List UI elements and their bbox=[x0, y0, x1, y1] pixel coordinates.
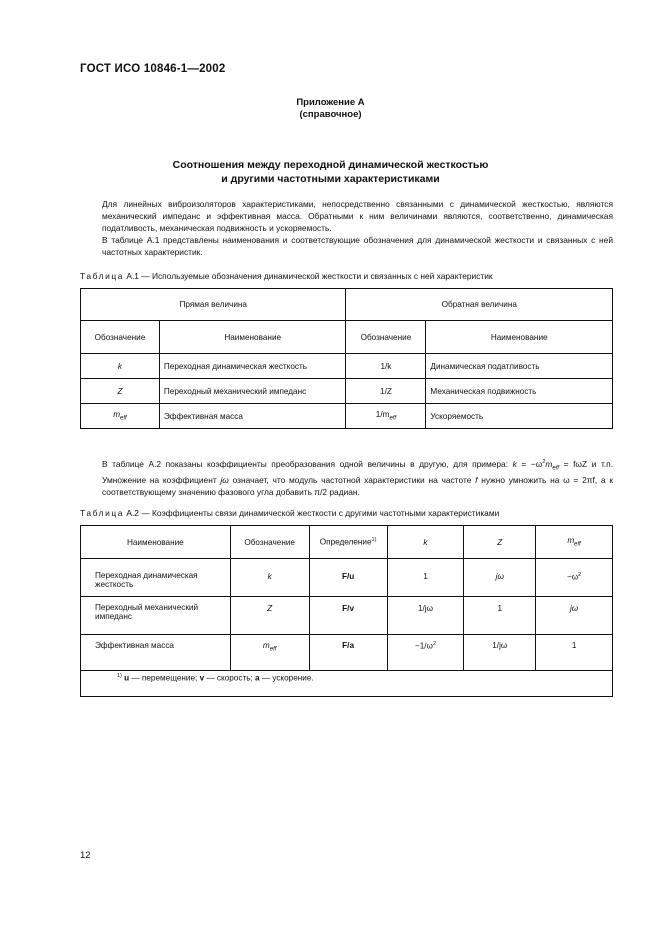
cell-symbol-m: m bbox=[262, 641, 270, 650]
table1-cell-inverse-symbol: 1/Z bbox=[346, 379, 426, 404]
paragraph-3-mid: и т.п. Умножение на коэффициент bbox=[102, 458, 614, 486]
table2-caption bbox=[80, 508, 613, 518]
table2-cell-name: Эффективная масса bbox=[81, 635, 231, 671]
formula-m: m bbox=[545, 458, 553, 469]
table2-header-name: Наименование bbox=[81, 526, 231, 559]
symbol-inverse-m: 1/m bbox=[375, 410, 390, 420]
footnote-a-text: — ускорение. bbox=[261, 673, 314, 683]
symbol-m: m bbox=[113, 410, 121, 420]
paragraph-1 bbox=[80, 198, 613, 258]
table2-cell-z: jω bbox=[464, 559, 536, 597]
table2-caption-text: А.2 — Коэффициенты связи динамической жесткости с другими частотными характеристиками bbox=[126, 508, 500, 518]
table1-cell-name: Эффективная масса bbox=[159, 404, 346, 429]
table1-cell-inverse-name: Ускоряемость bbox=[426, 404, 613, 429]
definition-label: Определение bbox=[319, 537, 372, 547]
table1-header-inverse-symbol: Обозначение bbox=[346, 321, 426, 354]
table1-cell-inverse-name: Механическая подвижность bbox=[426, 379, 613, 404]
header-m-sub: eff bbox=[574, 541, 581, 548]
table-row bbox=[81, 597, 613, 635]
table1-caption-label: Таблица bbox=[80, 271, 125, 281]
table2-cell-m: 1 bbox=[536, 635, 613, 671]
table2-cell-name: Переходная динамическая жесткость bbox=[81, 559, 231, 597]
footnote-v: v bbox=[199, 673, 205, 683]
formula-k: k bbox=[512, 458, 517, 469]
table1-header-inverse-name: Наименование bbox=[426, 321, 613, 354]
table-row bbox=[81, 379, 613, 404]
table2-cell-m bbox=[536, 559, 613, 597]
table2-cell-name: Переходный механический импеданс bbox=[81, 597, 231, 635]
table2-cell-definition: F/a bbox=[309, 635, 387, 671]
symbol-sub: eff bbox=[120, 415, 127, 422]
table2-footnote-row bbox=[81, 671, 613, 697]
table2-cell-k: 1 bbox=[387, 559, 464, 597]
section-title-line2: и другими частотными характеристиками bbox=[221, 173, 440, 185]
symbol-sub: eff bbox=[389, 415, 397, 422]
table-row bbox=[81, 635, 613, 671]
formula-part2: = fωZ bbox=[563, 458, 588, 469]
page-number: 12 bbox=[80, 850, 91, 861]
formula-f: f bbox=[475, 475, 478, 486]
table2-header-k: k bbox=[387, 526, 464, 559]
footnote-v-text: — скорость; bbox=[206, 673, 253, 683]
annex-subtitle: (справочное) bbox=[299, 109, 362, 120]
table-row bbox=[81, 354, 613, 379]
table2-cell-symbol: k bbox=[230, 559, 309, 597]
table1-caption bbox=[80, 271, 613, 281]
paragraph-3-rest: означает, что модуль частотной характеристики на частоте bbox=[232, 475, 472, 486]
paragraph-1-text: Для линейных виброизоляторов характеристиками, непосредственно связанными с динамической жесткостью, являются механический импеданс и эффективная масса. Обратными к ним величинами являются, соответственно, динамическая податливость, механическая подвижность и ускоряемость. bbox=[102, 199, 613, 233]
table1-cell-inverse-symbol bbox=[346, 404, 426, 429]
definition-footnote-mark: 1) bbox=[371, 537, 377, 544]
table2-caption-label: Таблица bbox=[80, 508, 125, 518]
paragraph-2-text: В таблице А.1 представлены наименования и соответствующие обозначения для динамической жесткости и связанных с ней частотных характеристик. bbox=[102, 235, 613, 257]
paragraph-3-end: нужно умножить на ω = 2πf, а к соответствующему значению фазового угла добавить π/2 радиан. bbox=[102, 475, 614, 498]
cell-m-value: −ω bbox=[566, 572, 579, 582]
table2-cell-z: 1 bbox=[464, 597, 536, 635]
table1-group-direct: Прямая величина bbox=[81, 289, 346, 321]
annex-title: Приложение А bbox=[296, 97, 365, 108]
table1-header-symbol: Обозначение bbox=[81, 321, 160, 354]
formula-part: = −ω bbox=[521, 458, 543, 469]
table2-footnote bbox=[81, 671, 613, 697]
table-1 bbox=[80, 288, 613, 429]
formula-jw: jω bbox=[220, 475, 229, 486]
table1-cell-inverse-name: Динамическая податливость bbox=[426, 354, 613, 379]
cell-m-sup: 2 bbox=[578, 572, 582, 578]
table1-cell-inverse-symbol: 1/k bbox=[346, 354, 426, 379]
table2-header-symbol: Обозначение bbox=[230, 526, 309, 559]
footnote-u-text: — перемещение; bbox=[131, 673, 198, 683]
table-row bbox=[81, 559, 613, 597]
footnote-a: a bbox=[255, 673, 260, 683]
table1-cell-symbol: k bbox=[81, 354, 160, 379]
table1-caption-text: А.1 — Используемые обозначения динамической жесткости и связанных с ней характеристик bbox=[126, 271, 493, 281]
document-id: ГОСТ ИСО 10846-1—2002 bbox=[80, 63, 226, 75]
table-2 bbox=[80, 525, 613, 697]
table2-header-z: Z bbox=[464, 526, 536, 559]
footnote-u: u bbox=[124, 673, 130, 683]
table1-header-name: Наименование bbox=[159, 321, 346, 354]
table2-cell-k: 1/jω bbox=[387, 597, 464, 635]
footnote-mark: 1) bbox=[117, 673, 122, 679]
header-m: m bbox=[567, 536, 575, 546]
cell-k-value: −1/ω bbox=[414, 641, 433, 651]
table2-header-definition bbox=[309, 526, 387, 559]
cell-symbol-sub: eff bbox=[269, 646, 277, 653]
table2-cell-z: 1/jω bbox=[464, 635, 536, 671]
table2-cell-m: jω bbox=[536, 597, 613, 635]
table2-cell-definition: F/u bbox=[309, 559, 387, 597]
table1-cell-name: Переходная динамическая жесткость bbox=[159, 354, 346, 379]
table2-cell-symbol bbox=[230, 635, 309, 671]
table1-cell-name: Переходный механический импеданс bbox=[159, 379, 346, 404]
table1-cell-symbol bbox=[81, 404, 160, 429]
table-row bbox=[81, 404, 613, 429]
section-title-line1: Соотношения между переходной динамической жесткостью bbox=[172, 159, 489, 171]
formula-sup: 2 bbox=[542, 459, 546, 465]
paragraph-3-lead: В таблице А.2 показаны коэффициенты преобразования одной величины в другую, для примера: bbox=[102, 458, 509, 469]
table1-cell-symbol: Z bbox=[81, 379, 160, 404]
table2-cell-k bbox=[387, 635, 464, 671]
formula-sub: eff bbox=[552, 465, 560, 472]
table1-group-inverse: Обратная величина bbox=[346, 289, 613, 321]
table2-cell-definition: F/v bbox=[309, 597, 387, 635]
cell-k-sup: 2 bbox=[432, 641, 437, 647]
table2-header-m bbox=[536, 526, 613, 559]
paragraph-3 bbox=[80, 456, 613, 498]
table2-cell-symbol: Z bbox=[230, 597, 309, 635]
